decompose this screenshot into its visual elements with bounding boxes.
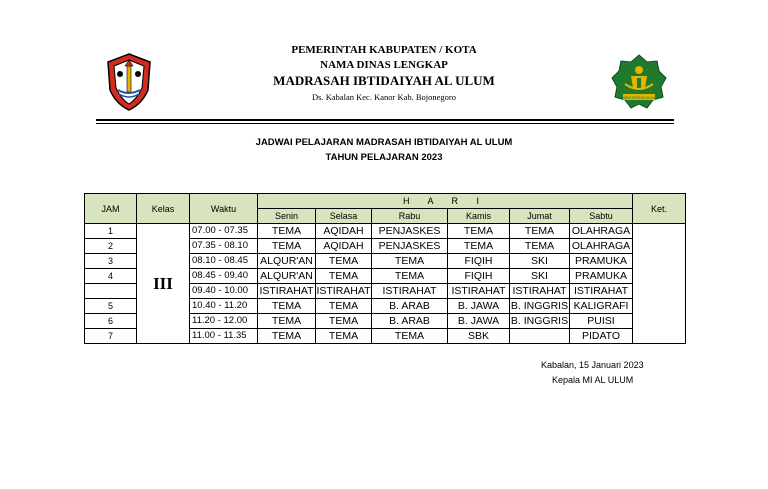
subject-cell: ISTIRAHAT [316,285,371,297]
subject-cell: KALIGRAFI [570,299,633,314]
government-line: PEMERINTAH KABUPATEN / KOTA [291,44,477,56]
subject-cell: ISTIRAHAT [570,284,633,299]
subject-cell: PENJASKES [372,224,448,239]
subject-cell: TEMA [258,314,316,329]
subject-cell: PIDATO [570,329,633,344]
header-rule-thick [96,119,674,121]
subject-cell: B. INGGRIS [510,300,569,312]
header-day-senin: Senin [258,209,316,224]
table-row [85,224,686,239]
subject-cell: TEMA [372,269,448,284]
schedule-table [84,193,686,344]
subject-cell: ISTIRAHAT [372,284,448,299]
subject-cell: ISTIRAHAT [259,285,314,297]
jam-cell [85,284,137,299]
signature-role: Kepala MI AL ULUM [552,375,634,385]
subject-cell: B. JAWA [448,314,510,329]
header-jam: JAM [85,194,137,224]
subject-cell: TEMA [316,299,372,314]
subject-cell: TEMA [372,329,448,344]
subject-cell [510,329,570,344]
subject-cell: PENJASKES [372,239,448,254]
subject-cell: TEMA [510,239,570,254]
waktu-cell: 08.45 - 09.40 [190,269,258,284]
header-day-jumat: Jumat [510,209,570,224]
waktu-cell: 07.00 - 07.35 [190,224,258,239]
header-day-rabu: Rabu [372,209,448,224]
jam-cell: 4 [85,269,137,284]
header-day-sabtu: Sabtu [570,209,633,224]
subject-cell: FIQIH [448,254,510,269]
header-day-selasa: Selasa [316,209,372,224]
school-name: MADRASAH IBTIDAIYAH AL ULUM [273,73,495,88]
subject-cell: TEMA [258,299,316,314]
subject-cell: TEMA [258,239,316,254]
subject-cell: TEMA [258,329,316,344]
school-address: Ds. Kabalan Kec. Kanor Kab. Bojonegoro [312,92,456,102]
academic-year: TAHUN PELAJARAN 2023 [325,152,443,163]
kemenag-logo-text: KEMENTERIAN AGAMA [616,94,662,100]
kelas-cell: III [137,224,190,344]
subject-cell: TEMA [448,224,510,239]
subject-cell: TEMA [258,224,316,239]
subject-cell: TEMA [316,314,372,329]
waktu-cell: 09.40 - 10.00 [190,284,258,299]
waktu-cell: 07.35 - 08.10 [190,239,258,254]
waktu-cell: 08.10 - 08.45 [190,254,258,269]
waktu-cell: 10.40 - 11.20 [190,299,258,314]
agency-line: NAMA DINAS LENGKAP [320,59,448,71]
subject-cell: ALQUR'AN [258,269,316,284]
subject-cell: TEMA [316,329,372,344]
schedule-title: JADWAI PELAJARAN MADRASAH IBTIDAIYAH AL ULUM [255,137,513,148]
subject-cell: SBK [448,329,510,344]
subject-cell: OLAHRAGA [570,224,633,239]
subject-cell: AQIDAH [316,224,372,239]
signature-place-date: Kabalan, 15 Januari 2023 [541,360,644,370]
subject-cell: B. JAWA [448,299,510,314]
subject-cell: ISTIRAHAT [510,284,570,299]
jam-cell: 3 [85,254,137,269]
header-ket: Ket. [633,194,686,224]
header-day-kamis: Kamis [448,209,510,224]
jam-cell: 1 [85,224,137,239]
subject-cell: TEMA [448,239,510,254]
waktu-cell: 11.00 - 11.35 [190,329,258,344]
subject-cell: FIQIH [448,269,510,284]
subject-cell: TEMA [316,269,372,284]
ket-cell [633,224,686,344]
subject-cell: SKI [510,269,570,284]
jam-cell: 2 [85,239,137,254]
subject-cell: AQIDAH [316,239,372,254]
subject-cell: B. INGGRIS [510,315,569,327]
subject-cell: PRAMUKA [570,254,633,269]
subject-cell: OLAHRAGA [570,239,633,254]
header-hari: H A R I [258,194,633,209]
subject-cell: B. ARAB [372,299,448,314]
subject-cell: SKI [510,254,570,269]
header-kelas: Kelas [137,194,190,224]
subject-cell: ALQUR'AN [258,254,316,269]
header-rule-thin [96,123,674,124]
subject-cell: B. ARAB [372,314,448,329]
subject-cell: TEMA [510,224,570,239]
header-waktu: Waktu [190,194,258,224]
jam-cell: 7 [85,329,137,344]
subject-cell: TEMA [316,254,372,269]
jam-cell: 6 [85,314,137,329]
subject-cell: TEMA [372,254,448,269]
waktu-cell: 11.20 - 12.00 [190,314,258,329]
subject-cell: PRAMUKA [570,269,633,284]
subject-cell: PUISI [570,314,633,329]
subject-cell: ISTIRAHAT [448,284,510,299]
jam-cell: 5 [85,299,137,314]
